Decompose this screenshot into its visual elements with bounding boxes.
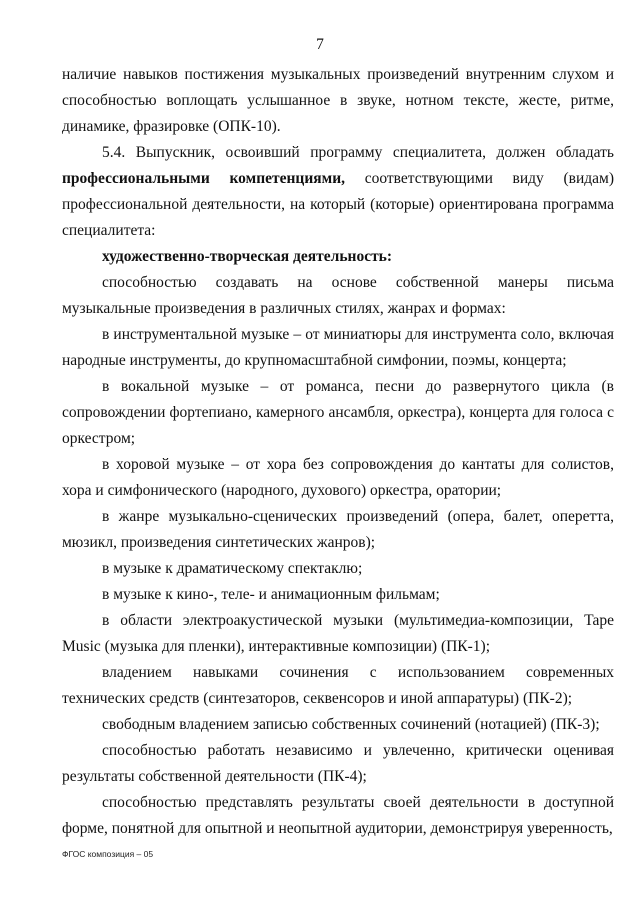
page-number: 7 xyxy=(316,36,324,53)
paragraph-5-4 xyxy=(62,140,614,244)
paragraph-pk3: свободным владением записью собственных сочинений (нотацией) (ПК-3); xyxy=(102,716,600,733)
professional-competencies-term: профессиональными компетенциями, xyxy=(62,170,346,187)
paragraph-stage-genres: в жанре музыкально-сценических произведений (опера, балет, оперетта, мюзикл, произведения синтетических жанров); xyxy=(62,508,614,551)
paragraph-instrumental: в инструментальной музыке – от миниатюры для инструмента соло, включая народные инструменты, до крупномасштабной симфонии, поэмы, концерта; xyxy=(62,326,614,369)
paragraph-pk2: владением навыками сочинения с использованием современных технических средств (синтезаторов, секвенсоров и иной аппаратуры) (ПК-2); xyxy=(62,664,614,707)
paragraph-5-4-end: соответствующими виду (видам) профессиональной деятельности, на который (которые) ориентирована программа специалитета: xyxy=(62,170,614,239)
paragraph-composition-ability: способностью создавать на основе собственной манеры письма музыкальные произведения в различных стилях, жанрах и формах: xyxy=(62,274,614,317)
section-heading: художественно-творческая деятельность: xyxy=(102,248,393,265)
paragraph-pk4: способностью работать независимо и увлеченно, критически оценивая результаты собственной деятельности (ПК-4); xyxy=(62,742,614,785)
paragraph-drama-music: в музыке к драматическому спектаклю; xyxy=(102,560,363,577)
document-body xyxy=(62,62,614,842)
paragraph-vocal: в вокальной музыке – от романса, песни до развернутого цикла (в сопровождении фортепиано, камерного ансамбля, оркестра), концерта для голоса с оркестром; xyxy=(62,378,614,447)
paragraph-film-music: в музыке к кино-, теле- и анимационным фильмам; xyxy=(102,586,440,603)
paragraph-choral: в хоровой музыке – от хора без сопровождения до кантаты для солистов, хора и симфонического (народного, духового) оркестра, оратории; xyxy=(62,456,614,499)
paragraph-electroacoustic: в области электроакустической музыки (мультимедиа-композиции, Tape Music (музыка для пленки), интерактивные композиции) (ПК-1); xyxy=(62,612,614,655)
paragraph-presentation: способностью представлять результаты своей деятельности в доступной форме, понятной для опытной и неопытной аудитории, демонстрируя уверенность, xyxy=(62,794,614,837)
paragraph-5-4-start: 5.4. Выпускник, освоивший программу специалитета, должен обладать xyxy=(102,144,614,161)
footer-label: ФГОС композиция – 05 xyxy=(62,849,154,859)
paragraph-opk10: наличие навыков постижения музыкальных произведений внутренним слухом и способностью воплощать услышанное в звуке, нотном тексте, жесте, ритме, динамике, фразировке (ОПК-10). xyxy=(62,66,614,135)
